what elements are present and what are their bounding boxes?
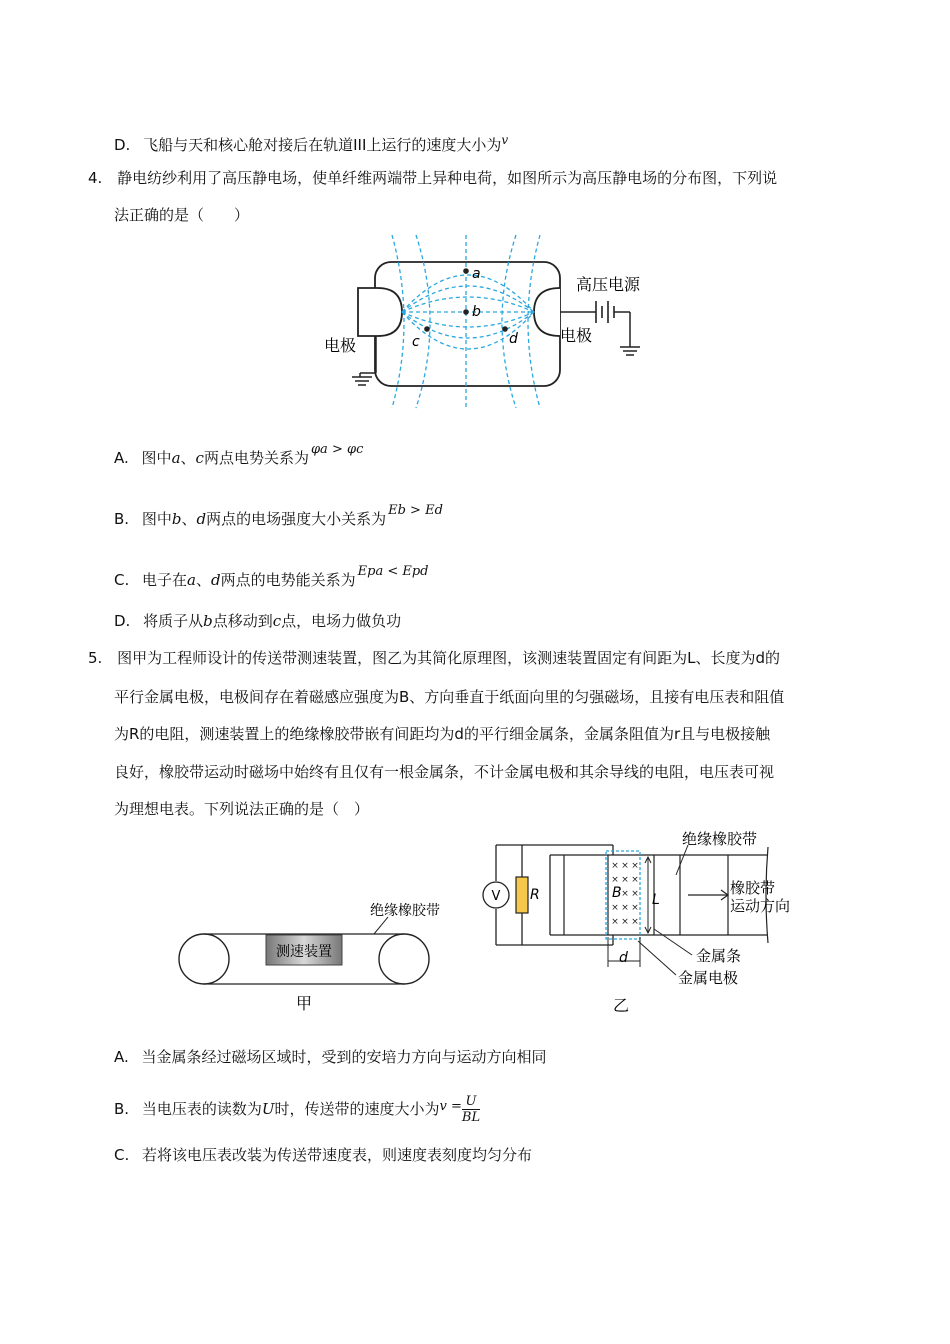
option-post: 两点的电场强度大小关系为 <box>206 510 387 528</box>
figure-jia <box>170 895 440 1020</box>
expr-b: Eb > Ed <box>388 503 443 518</box>
q4-stem-line2: 法正确的是（ ） <box>114 206 250 224</box>
q5-stem-line3: 为R的电阻，测速装置上的绝缘橡胶带嵌有间距均为d的平行细金属条，金属条阻值为r且与电极接触 <box>114 725 771 743</box>
left-roller <box>179 934 229 984</box>
q5-stem-line2: 平行金属电极，电极间存在着磁感应强度为B、方向垂直于纸面向里的匀强磁场，且接有电压表和阻值 <box>114 688 785 706</box>
caption-jia: 甲 <box>295 994 313 1013</box>
q4-option-c[interactable] <box>114 562 429 590</box>
expr-c: Epa < Epd <box>357 564 429 579</box>
option-letter: C. <box>114 1146 130 1164</box>
sep: 、 <box>196 571 212 589</box>
question-number: 5. <box>88 649 103 667</box>
option-letter: B. <box>114 1100 130 1118</box>
q4-option-b[interactable] <box>114 501 443 529</box>
power-source-label: 高压电源 <box>576 275 641 294</box>
q5-stem-line5: 为理想电表。下列说法正确的是（ ） <box>114 800 370 818</box>
stem-text: 图甲为工程师设计的传送带测速装置，图乙为其简化原理图，该测速装置固定有间距为L、长度为d的 <box>117 649 780 667</box>
svg-text:×: × <box>631 875 639 885</box>
option-text: 当金属条经过磁场区域时，受到的安培力方向与运动方向相同 <box>141 1048 547 1066</box>
option-letter: D. <box>114 612 131 630</box>
var-1: a <box>187 571 196 589</box>
label-d: d <box>509 331 518 347</box>
var-2: c <box>272 612 282 630</box>
svg-text:×: × <box>611 875 619 885</box>
var-U: U <box>261 1100 275 1118</box>
option-letter: C. <box>114 571 130 589</box>
var-2: d <box>196 510 207 528</box>
option-post: 两点电势关系为 <box>203 449 309 467</box>
label-a: a <box>472 266 481 282</box>
var-1: b <box>171 510 182 528</box>
svg-text:×: × <box>631 889 639 899</box>
var-2: c <box>195 449 204 467</box>
denominator: BL <box>461 1110 481 1125</box>
velocity-var: v <box>501 133 509 147</box>
device-label: 测速装置 <box>276 944 332 960</box>
sep: 、 <box>181 510 197 528</box>
question-number: 4. <box>88 169 103 187</box>
q4-stem-line1 <box>88 168 777 188</box>
option-pre: 将质子从 <box>143 612 204 630</box>
right-roller <box>379 934 429 984</box>
motion-label-2: 运动方向 <box>730 897 791 915</box>
stem-text: 静电纺纱利用了高压静电场，使单纤维两端带上异种电荷，如图所示为高压静电场的分布图，下列说 <box>117 169 778 187</box>
resistor-icon <box>516 877 528 913</box>
numerator: U <box>465 1094 477 1109</box>
var-2: d <box>211 571 221 589</box>
svg-text:×: × <box>631 917 639 927</box>
resistor-label: R <box>530 887 540 903</box>
label-c: c <box>412 334 420 350</box>
svg-text:×: × <box>621 875 629 885</box>
option-post: 两点的电势能关系为 <box>220 571 356 589</box>
strip-label: 金属条 <box>696 947 742 965</box>
glass-container <box>375 262 560 386</box>
option-pre: 电子在 <box>142 571 188 589</box>
electrode-label: 金属电极 <box>678 969 739 987</box>
option-letter: A. <box>114 1048 129 1066</box>
q3-option-d <box>114 130 508 155</box>
d-label: d <box>619 950 628 966</box>
q5-option-a[interactable] <box>114 1047 547 1067</box>
field-lines <box>392 235 540 408</box>
voltmeter-label: V <box>491 889 501 904</box>
q5-stem-line4: 良好，橡胶带运动时磁场中始终有且仅有一根金属条，不计金属电极和其余导线的电阻，电压表可视 <box>114 763 775 781</box>
q4-option-d[interactable] <box>114 611 401 631</box>
q5-stem-line1 <box>88 648 780 668</box>
svg-text:×: × <box>621 889 629 899</box>
q5-option-b[interactable] <box>114 1090 480 1124</box>
sep: 、 <box>180 449 196 467</box>
option-post: 点，电场力做负功 <box>281 612 402 630</box>
option-letter: D. <box>114 136 131 154</box>
option-text: 若将该电压表改装为传送带速度表，则速度表刻度均匀分布 <box>142 1146 533 1164</box>
option-pre: 图中 <box>141 510 172 528</box>
var-1: a <box>171 449 181 467</box>
left-electrode-label: 电极 <box>324 336 357 355</box>
figure-yi <box>478 825 818 1020</box>
electric-field-figure <box>320 230 660 410</box>
svg-text:×: × <box>611 917 619 927</box>
svg-text:×: × <box>631 861 639 871</box>
option-letter: A. <box>114 449 129 467</box>
svg-text:×: × <box>621 903 629 913</box>
option-letter: B. <box>114 510 130 528</box>
fraction <box>462 1094 480 1125</box>
left-electrode-shape <box>358 288 402 336</box>
label-b: b <box>472 304 481 320</box>
svg-text:×: × <box>621 861 629 871</box>
q4-option-a[interactable] <box>114 440 363 468</box>
right-electrode-shape <box>534 288 560 336</box>
svg-text:×: × <box>631 903 639 913</box>
svg-text:×: × <box>611 903 619 913</box>
belt-label-yi: 绝缘橡胶带 <box>682 830 758 848</box>
svg-text:×: × <box>611 861 619 871</box>
option-mid: 点移动到 <box>212 612 273 630</box>
belt-label: 绝缘橡胶带 <box>370 903 440 919</box>
point-c <box>424 326 430 332</box>
L-label: L <box>652 892 660 908</box>
option-pre: 当电压表的读数为 <box>141 1100 262 1118</box>
lhs: v = <box>439 1099 462 1114</box>
expr-a: φa > φc <box>310 442 364 457</box>
motion-label-1: 橡胶带 <box>730 879 776 897</box>
option-text: 飞船与天和核心舱对接后在轨道III上运行的速度大小为 <box>143 136 502 154</box>
caption-yi: 乙 <box>612 996 630 1015</box>
option-post: 时，传送带的速度大小为 <box>274 1100 440 1118</box>
point-d <box>502 326 508 332</box>
point-a <box>463 268 469 274</box>
field-B-label: B <box>612 885 622 901</box>
var-1: b <box>203 612 213 630</box>
svg-text:×: × <box>621 917 629 927</box>
right-electrode-label: 电极 <box>560 326 593 345</box>
q5-option-c[interactable] <box>114 1145 532 1165</box>
point-b <box>463 309 469 315</box>
option-pre: 图中 <box>141 449 172 467</box>
